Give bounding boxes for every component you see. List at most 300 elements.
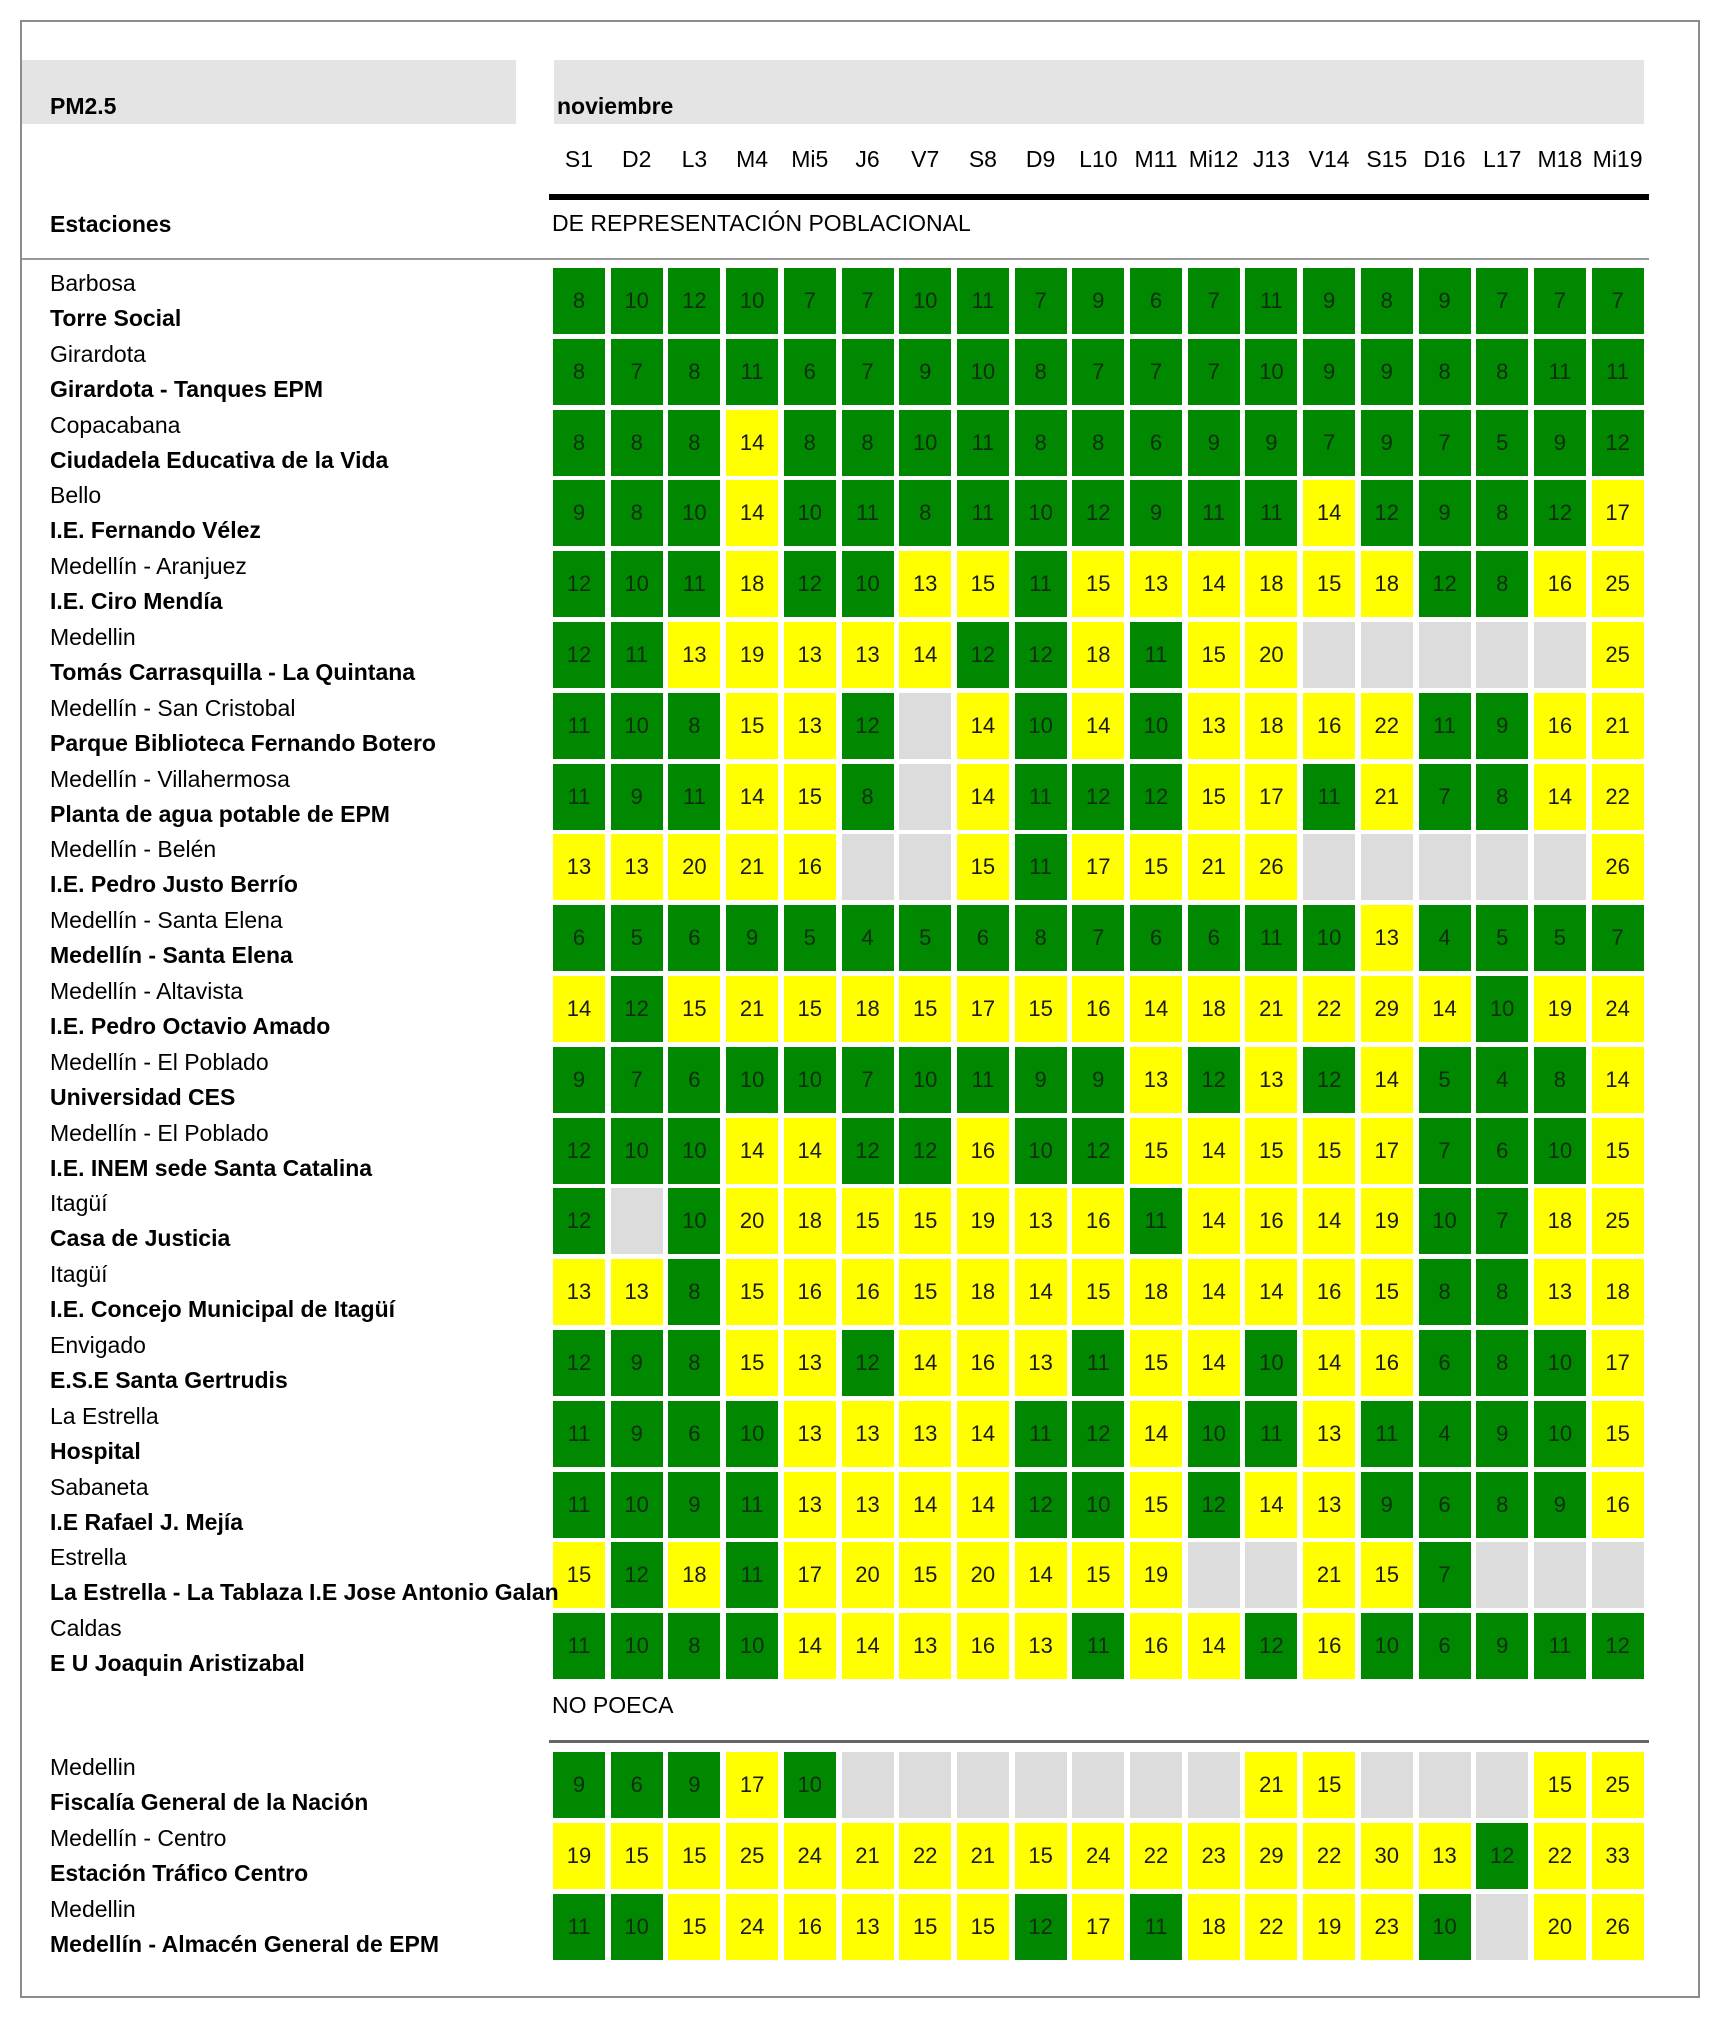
heatmap-cell: 5 xyxy=(1534,905,1586,971)
heatmap-cell: 9 xyxy=(1419,480,1471,546)
section-rule xyxy=(549,194,1649,200)
heatmap-cell: 13 xyxy=(784,1330,836,1396)
heatmap-cell: 12 xyxy=(1419,551,1471,617)
heatmap-cell: 24 xyxy=(726,1894,778,1960)
heatmap-cell: 13 xyxy=(784,693,836,759)
day-header: V14 xyxy=(1308,146,1350,172)
heatmap-cell: 8 xyxy=(1361,268,1413,334)
heatmap-cell: 29 xyxy=(1245,1823,1297,1889)
heatmap-cell: 14 xyxy=(1188,1188,1240,1254)
station-location: Medellín - Santa Elena xyxy=(50,907,283,934)
heatmap-cell: 6 xyxy=(957,905,1009,971)
heatmap-cell: 18 xyxy=(1534,1188,1586,1254)
heatmap-cell: 13 xyxy=(1015,1330,1067,1396)
heatmap-cell: 16 xyxy=(1361,1330,1413,1396)
heatmap-cell: 15 xyxy=(842,1188,894,1254)
heatmap-cell: 16 xyxy=(957,1118,1009,1184)
heatmap-cell: 16 xyxy=(784,1259,836,1325)
heatmap-cell: 6 xyxy=(1419,1472,1471,1538)
heatmap-cell: 14 xyxy=(1303,1330,1355,1396)
heatmap-cell: 14 xyxy=(957,764,1009,830)
heatmap-cell: 11 xyxy=(1534,1613,1586,1679)
heatmap-cell: 20 xyxy=(1534,1894,1586,1960)
station-name: La Estrella - La Tablaza I.E Jose Antonio Galan xyxy=(50,1579,559,1606)
heatmap-cell: 6 xyxy=(668,905,720,971)
heatmap-cell: 12 xyxy=(1245,1613,1297,1679)
heatmap-cell: 15 xyxy=(726,1259,778,1325)
heatmap-cell: 14 xyxy=(726,764,778,830)
heatmap-cell: 7 xyxy=(842,1047,894,1113)
heatmap-cell: 10 xyxy=(957,339,1009,405)
heatmap-cell: 15 xyxy=(1361,1542,1413,1608)
heatmap-cell: 15 xyxy=(668,1894,720,1960)
heatmap-cell xyxy=(1592,1542,1644,1608)
heatmap-cell: 10 xyxy=(1015,693,1067,759)
heatmap-cell: 14 xyxy=(1188,1330,1240,1396)
heatmap-cell: 21 xyxy=(842,1823,894,1889)
heatmap-cell: 6 xyxy=(1188,905,1240,971)
heatmap-cell: 10 xyxy=(611,1118,663,1184)
heatmap-cell xyxy=(1361,1752,1413,1818)
heatmap-cell: 11 xyxy=(553,1472,605,1538)
heatmap-cell: 24 xyxy=(784,1823,836,1889)
heatmap-cell: 11 xyxy=(553,764,605,830)
heatmap-cell: 15 xyxy=(1592,1118,1644,1184)
heatmap-cell: 19 xyxy=(957,1188,1009,1254)
heatmap-cell xyxy=(1188,1542,1240,1608)
heatmap-cell: 15 xyxy=(957,1894,1009,1960)
day-header: J13 xyxy=(1252,146,1290,172)
heatmap-cell: 11 xyxy=(1130,1894,1182,1960)
heatmap-cell: 6 xyxy=(1130,905,1182,971)
heatmap-cell: 26 xyxy=(1592,834,1644,900)
heatmap-cell: 22 xyxy=(1534,1823,1586,1889)
heatmap-cell: 15 xyxy=(899,976,951,1042)
heatmap-cell: 12 xyxy=(1015,1894,1067,1960)
heatmap-cell: 16 xyxy=(1245,1188,1297,1254)
heatmap-cell: 13 xyxy=(1188,693,1240,759)
heatmap-cell: 10 xyxy=(668,1188,720,1254)
heatmap-cell: 17 xyxy=(726,1752,778,1818)
heatmap-cell: 8 xyxy=(1015,905,1067,971)
heatmap-cell: 14 xyxy=(1188,1613,1240,1679)
station-name: I.E. Pedro Octavio Amado xyxy=(50,1013,331,1039)
heatmap-cell: 22 xyxy=(1361,693,1413,759)
heatmap-cell: 15 xyxy=(899,1259,951,1325)
heatmap-cell: 14 xyxy=(1303,1188,1355,1254)
station-name: E U Joaquin Aristizabal xyxy=(50,1650,305,1677)
heatmap-cell: 11 xyxy=(1245,905,1297,971)
heatmap-cell: 15 xyxy=(1361,1259,1413,1325)
heatmap-cell: 12 xyxy=(553,622,605,688)
heatmap-cell: 12 xyxy=(1188,1047,1240,1113)
heatmap-cell: 4 xyxy=(1476,1047,1528,1113)
heatmap-cell: 6 xyxy=(1419,1613,1471,1679)
heatmap-cell: 18 xyxy=(1188,976,1240,1042)
heatmap-cell: 4 xyxy=(1419,1401,1471,1467)
heatmap-cell: 16 xyxy=(784,834,836,900)
heatmap-cell: 6 xyxy=(784,339,836,405)
heatmap-cell: 5 xyxy=(1476,410,1528,476)
heatmap-cell: 12 xyxy=(842,1330,894,1396)
heatmap-cell: 10 xyxy=(611,1613,663,1679)
heatmap-cell: 8 xyxy=(1015,339,1067,405)
heatmap-cell: 11 xyxy=(957,268,1009,334)
heatmap-cell: 16 xyxy=(1534,693,1586,759)
heatmap-cell: 10 xyxy=(1476,976,1528,1042)
heatmap-cell xyxy=(1303,622,1355,688)
heatmap-cell: 25 xyxy=(1592,1752,1644,1818)
heatmap-cell: 7 xyxy=(1592,268,1644,334)
station-location: Medellin xyxy=(50,1895,136,1922)
heatmap-cell: 7 xyxy=(1476,1188,1528,1254)
heatmap-cell: 13 xyxy=(899,551,951,617)
day-header: L10 xyxy=(1079,146,1118,172)
heatmap-cell: 13 xyxy=(1303,1472,1355,1538)
heatmap-cell: 13 xyxy=(784,622,836,688)
station-location: Medellín - Aranjuez xyxy=(50,553,247,580)
heatmap-cell: 11 xyxy=(611,622,663,688)
heatmap-cell: 12 xyxy=(1072,480,1124,546)
heatmap-cell: 16 xyxy=(1303,1613,1355,1679)
heatmap-cell: 18 xyxy=(842,976,894,1042)
heatmap-cell: 12 xyxy=(1534,480,1586,546)
station-location: Barbosa xyxy=(50,270,136,296)
heatmap-cell xyxy=(1476,622,1528,688)
day-header: M4 xyxy=(736,146,769,172)
heatmap-cell: 6 xyxy=(611,1752,663,1818)
station-name: Hospital xyxy=(50,1437,141,1464)
heatmap-cell: 6 xyxy=(668,1401,720,1467)
heatmap-cell: 12 xyxy=(957,622,1009,688)
heatmap-cell: 10 xyxy=(1303,905,1355,971)
heatmap-cell: 14 xyxy=(957,1401,1009,1467)
heatmap-cell: 18 xyxy=(1188,1894,1240,1960)
heatmap-cell: 9 xyxy=(1188,410,1240,476)
heatmap-cell: 15 xyxy=(899,1542,951,1608)
heatmap-cell: 9 xyxy=(1361,339,1413,405)
heatmap-cell: 8 xyxy=(842,764,894,830)
heatmap-cell: 18 xyxy=(1592,1259,1644,1325)
heatmap-cell: 6 xyxy=(1419,1330,1471,1396)
station-location: Medellín - El Poblado xyxy=(50,1119,269,1146)
heatmap-cell: 15 xyxy=(1534,1752,1586,1818)
heatmap-cell: 12 xyxy=(1592,1613,1644,1679)
heatmap-cell: 10 xyxy=(1015,480,1067,546)
heatmap-cell: 8 xyxy=(1476,1330,1528,1396)
heatmap-cell: 8 xyxy=(668,693,720,759)
heatmap-cell: 21 xyxy=(726,976,778,1042)
heatmap-cell: 15 xyxy=(726,693,778,759)
heatmap-cell: 14 xyxy=(726,480,778,546)
heatmap-cell: 19 xyxy=(1534,976,1586,1042)
heatmap-cell: 9 xyxy=(1303,339,1355,405)
day-header: M18 xyxy=(1537,146,1583,172)
heatmap-cell: 7 xyxy=(1419,764,1471,830)
heatmap-cell: 13 xyxy=(1245,1047,1297,1113)
heatmap-cell: 10 xyxy=(1534,1330,1586,1396)
heatmap-cell: 10 xyxy=(611,1894,663,1960)
heatmap-cell: 11 xyxy=(957,410,1009,476)
heatmap-cell: 24 xyxy=(1592,976,1644,1042)
heatmap-cell: 11 xyxy=(553,693,605,759)
heatmap-cell: 33 xyxy=(1592,1823,1644,1889)
heatmap-cell: 16 xyxy=(1303,1259,1355,1325)
heatmap-cell: 15 xyxy=(1245,1118,1297,1184)
heatmap-cell: 18 xyxy=(1072,622,1124,688)
heatmap-cell xyxy=(899,834,951,900)
heatmap-cell: 7 xyxy=(1303,410,1355,476)
heatmap-cell: 15 xyxy=(957,551,1009,617)
heatmap-cell: 26 xyxy=(1592,1894,1644,1960)
heatmap-cell: 25 xyxy=(1592,551,1644,617)
heatmap-cell: 15 xyxy=(1072,1542,1124,1608)
station-name: I.E. Concejo Municipal de Itagüí xyxy=(50,1296,396,1323)
heatmap-cell: 15 xyxy=(899,1188,951,1254)
heatmap-cell: 11 xyxy=(1130,622,1182,688)
heatmap-cell: 11 xyxy=(1245,1401,1297,1467)
heatmap-cell: 11 xyxy=(1245,268,1297,334)
heatmap-cell: 13 xyxy=(1361,905,1413,971)
heatmap-cell: 11 xyxy=(668,551,720,617)
heatmap-cell: 14 xyxy=(784,1613,836,1679)
heatmap-cell xyxy=(899,693,951,759)
heatmap-cell: 14 xyxy=(1592,1047,1644,1113)
heatmap-cell: 8 xyxy=(553,339,605,405)
heatmap-cell: 11 xyxy=(1015,1401,1067,1467)
heatmap-cell: 9 xyxy=(553,1047,605,1113)
station-location: Itagüí xyxy=(50,1190,108,1217)
heatmap-cell: 14 xyxy=(1188,551,1240,617)
heatmap-cell: 7 xyxy=(1419,1118,1471,1184)
heatmap-cell: 7 xyxy=(611,1047,663,1113)
heatmap-cell: 10 xyxy=(726,1613,778,1679)
heatmap-cell: 10 xyxy=(726,268,778,334)
heatmap-cell: 7 xyxy=(1130,339,1182,405)
heatmap-cell: 11 xyxy=(1015,764,1067,830)
station-location: Caldas xyxy=(50,1615,122,1642)
heatmap-cell: 16 xyxy=(1592,1472,1644,1538)
heatmap-cell: 18 xyxy=(957,1259,1009,1325)
heatmap-cell: 18 xyxy=(726,551,778,617)
day-header: D2 xyxy=(621,146,652,172)
station-name: I.E. Fernando Vélez xyxy=(50,517,261,544)
heatmap-cell: 18 xyxy=(1245,551,1297,617)
heatmap-cell: 10 xyxy=(1534,1401,1586,1467)
heatmap-cell: 7 xyxy=(1188,339,1240,405)
heatmap-cell: 8 xyxy=(668,1613,720,1679)
heatmap-cell: 25 xyxy=(726,1823,778,1889)
station-location: Itagüí xyxy=(50,1261,108,1288)
heatmap-cell: 16 xyxy=(1072,1188,1124,1254)
heatmap-cell: 16 xyxy=(784,1894,836,1960)
heatmap-cell: 14 xyxy=(1188,1118,1240,1184)
heatmap-cell: 5 xyxy=(784,905,836,971)
heatmap-cell xyxy=(1015,1752,1067,1818)
station-location: Sabaneta xyxy=(50,1473,149,1500)
heatmap-cell: 8 xyxy=(611,480,663,546)
heatmap-cell xyxy=(1361,834,1413,900)
heatmap-cell: 15 xyxy=(1130,1330,1182,1396)
heatmap-cell: 8 xyxy=(1476,551,1528,617)
heatmap-cell: 10 xyxy=(1130,693,1182,759)
heatmap-cell: 7 xyxy=(1476,268,1528,334)
heatmap-cell xyxy=(1072,1752,1124,1818)
heatmap-cell: 5 xyxy=(1476,905,1528,971)
station-location: Medellin xyxy=(50,624,136,650)
heatmap-cell: 5 xyxy=(611,905,663,971)
heatmap-cell: 19 xyxy=(1361,1188,1413,1254)
day-header: L3 xyxy=(681,146,708,172)
section-rule xyxy=(549,1740,1649,1743)
heatmap-cell: 13 xyxy=(611,1259,663,1325)
heatmap-cell xyxy=(1361,622,1413,688)
heatmap-cell: 8 xyxy=(1419,1259,1471,1325)
heatmap-cell: 29 xyxy=(1361,976,1413,1042)
heatmap-cell xyxy=(1476,1752,1528,1818)
heatmap-cell: 15 xyxy=(1188,622,1240,688)
heatmap-cell: 21 xyxy=(1188,834,1240,900)
heatmap-cell: 21 xyxy=(1245,1752,1297,1818)
heatmap-cell: 4 xyxy=(842,905,894,971)
heatmap-cell: 17 xyxy=(784,1542,836,1608)
day-header: V7 xyxy=(911,146,940,172)
day-header: Mi5 xyxy=(791,146,829,172)
station-name: Tomás Carrasquilla - La Quintana xyxy=(50,659,416,685)
heatmap-cell: 11 xyxy=(1303,764,1355,830)
heatmap-cell: 17 xyxy=(1072,1894,1124,1960)
heatmap-cell: 17 xyxy=(1592,480,1644,546)
heatmap-cell: 15 xyxy=(1015,1823,1067,1889)
heatmap-cell: 18 xyxy=(1245,693,1297,759)
heatmap-cell: 14 xyxy=(726,410,778,476)
heatmap-cell: 12 xyxy=(899,1118,951,1184)
heatmap-cell: 17 xyxy=(957,976,1009,1042)
heatmap-cell: 24 xyxy=(1072,1823,1124,1889)
heatmap-cell: 10 xyxy=(611,1472,663,1538)
station-name: I.E. INEM sede Santa Catalina xyxy=(50,1154,373,1181)
heatmap-cell: 20 xyxy=(842,1542,894,1608)
section-label: DE REPRESENTACIÓN POBLACIONAL xyxy=(552,210,971,236)
heatmap-cell: 14 xyxy=(1188,1259,1240,1325)
heatmap-cell: 16 xyxy=(1072,976,1124,1042)
heatmap-cell: 8 xyxy=(1476,1472,1528,1538)
heatmap-cell: 7 xyxy=(1072,339,1124,405)
heatmap-cell: 9 xyxy=(553,480,605,546)
heatmap-cell: 16 xyxy=(1303,693,1355,759)
heatmap-cell: 13 xyxy=(553,1259,605,1325)
heatmap-cell: 7 xyxy=(842,268,894,334)
heatmap-cell: 8 xyxy=(1476,480,1528,546)
heatmap-cell: 22 xyxy=(1592,764,1644,830)
heatmap-cell: 26 xyxy=(1245,834,1297,900)
heatmap-cell: 16 xyxy=(1130,1613,1182,1679)
heatmap-cell: 15 xyxy=(1303,551,1355,617)
station-location: Medellín - El Poblado xyxy=(50,1048,269,1075)
heatmap-cell: 7 xyxy=(1419,410,1471,476)
heatmap-cell: 14 xyxy=(957,1472,1009,1538)
heatmap-cell: 7 xyxy=(1188,268,1240,334)
heatmap-cell: 14 xyxy=(1534,764,1586,830)
heatmap-cell: 15 xyxy=(784,764,836,830)
heatmap-cell: 11 xyxy=(1015,834,1067,900)
station-name: I.E Rafael J. Mejía xyxy=(50,1508,244,1535)
heatmap-cell: 14 xyxy=(1303,480,1355,546)
heatmap-cell: 13 xyxy=(784,1472,836,1538)
heatmap-cell: 10 xyxy=(668,480,720,546)
heatmap-cell: 19 xyxy=(1303,1894,1355,1960)
heatmap-cell: 13 xyxy=(899,1613,951,1679)
heatmap-cell: 13 xyxy=(1534,1259,1586,1325)
heatmap-cell: 17 xyxy=(1592,1330,1644,1396)
heatmap-cell: 5 xyxy=(899,905,951,971)
heatmap-cell: 17 xyxy=(1072,834,1124,900)
heatmap-cell: 10 xyxy=(842,551,894,617)
station-name: Casa de Justicia xyxy=(50,1225,231,1252)
heatmap-cell: 12 xyxy=(611,976,663,1042)
heatmap-cell: 20 xyxy=(1245,622,1297,688)
heatmap-cell: 12 xyxy=(784,551,836,617)
heatmap-cell: 9 xyxy=(553,1752,605,1818)
heatmap-cell xyxy=(1419,622,1471,688)
heatmap-cell xyxy=(957,1752,1009,1818)
heatmap-cell: 13 xyxy=(842,1401,894,1467)
heatmap-cell: 8 xyxy=(668,1259,720,1325)
heatmap-cell: 6 xyxy=(553,905,605,971)
heatmap-cell: 15 xyxy=(1303,1118,1355,1184)
heatmap-cell xyxy=(1303,834,1355,900)
heatmap-cell: 10 xyxy=(611,268,663,334)
heatmap-cell: 11 xyxy=(553,1894,605,1960)
heatmap-cell: 18 xyxy=(1361,551,1413,617)
heatmap-cell xyxy=(611,1188,663,1254)
heatmap-cell: 12 xyxy=(1072,1401,1124,1467)
heatmap-cell: 5 xyxy=(1419,1047,1471,1113)
heatmap-cell: 9 xyxy=(1303,268,1355,334)
heatmap-cell: 10 xyxy=(784,1047,836,1113)
station-location: Envigado xyxy=(50,1332,146,1358)
heatmap-cell: 15 xyxy=(1072,551,1124,617)
heatmap-cell: 9 xyxy=(1476,693,1528,759)
heatmap-cell xyxy=(1130,1752,1182,1818)
heatmap-cell: 14 xyxy=(784,1118,836,1184)
heatmap-cell xyxy=(1476,834,1528,900)
heatmap-cell: 12 xyxy=(1015,622,1067,688)
heatmap-cell: 8 xyxy=(1419,339,1471,405)
heatmap-cell: 9 xyxy=(668,1752,720,1818)
station-name: Universidad CES xyxy=(50,1083,236,1110)
heatmap-cell: 11 xyxy=(726,1542,778,1608)
heatmap-cell: 8 xyxy=(668,339,720,405)
heatmap-cell: 11 xyxy=(957,480,1009,546)
heatmap-cell xyxy=(1188,1752,1240,1818)
heatmap-cell: 14 xyxy=(899,1330,951,1396)
heatmap-cell: 10 xyxy=(784,480,836,546)
heatmap-cell: 18 xyxy=(1130,1259,1182,1325)
station-location: Medellín - Villahermosa xyxy=(50,765,290,792)
heatmap-cell: 11 xyxy=(1419,693,1471,759)
heatmap-cell: 17 xyxy=(1245,764,1297,830)
heatmap-cell: 9 xyxy=(1476,1613,1528,1679)
heatmap-cell: 17 xyxy=(1361,1118,1413,1184)
heatmap-cell: 11 xyxy=(1534,339,1586,405)
heatmap-cell xyxy=(1419,834,1471,900)
heatmap-cell: 12 xyxy=(611,1542,663,1608)
heatmap-cell: 21 xyxy=(1303,1542,1355,1608)
heatmap-cell: 14 xyxy=(1245,1472,1297,1538)
station-name: I.E. Ciro Mendía xyxy=(50,588,223,615)
heatmap-cell: 8 xyxy=(784,410,836,476)
